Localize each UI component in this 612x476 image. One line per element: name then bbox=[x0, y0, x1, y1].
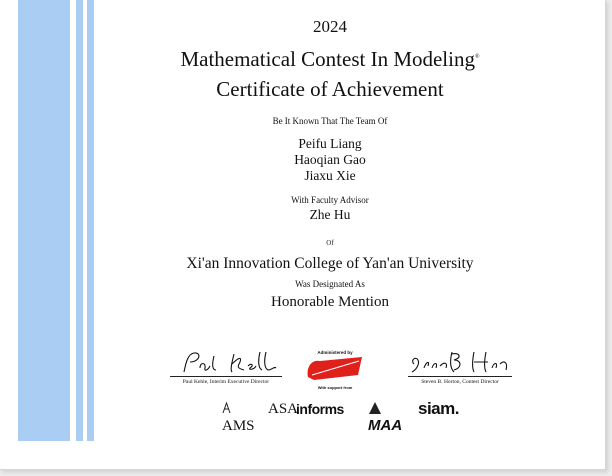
advisor-name: Zhe Hu bbox=[309, 207, 351, 222]
administered-by-label: Administered by bbox=[317, 350, 353, 355]
team-member: Jiaxu Xie bbox=[304, 168, 356, 183]
contest-director-signature bbox=[408, 348, 512, 377]
ams-logo: AMS bbox=[222, 401, 255, 435]
award-title: Honorable Mention bbox=[271, 294, 389, 310]
team-members bbox=[100, 136, 560, 184]
maa-mark-icon bbox=[368, 401, 382, 415]
registered-mark: ® bbox=[474, 54, 480, 60]
certificate-title: Certificate of Achievement bbox=[216, 77, 444, 101]
contest-director-caption: Steven B. Horton, Contest Director bbox=[421, 379, 499, 385]
asa-logo: ASA bbox=[268, 401, 299, 417]
director-caption: Paul Kehle, Interim Executive Director bbox=[182, 379, 270, 385]
director-signature-block bbox=[170, 348, 282, 385]
decorative-stripe-thin bbox=[87, 0, 94, 441]
handwritten-signature-icon bbox=[408, 348, 512, 376]
comap-logo-icon bbox=[304, 355, 366, 381]
support-label: With support from bbox=[317, 385, 353, 390]
comap-block bbox=[304, 350, 366, 390]
maa-logo: MAA bbox=[368, 400, 402, 434]
team-member: Haoqian Gao bbox=[294, 152, 366, 167]
contest-year: 2024 bbox=[313, 17, 347, 36]
designation-label: Was Designated As bbox=[295, 279, 365, 289]
handwritten-signature-icon bbox=[170, 348, 282, 376]
contest-director-signature-block bbox=[408, 348, 512, 385]
decorative-stripe-thin bbox=[76, 0, 83, 441]
ams-mark-icon bbox=[222, 402, 231, 414]
siam-logo: siam. bbox=[418, 399, 459, 418]
informs-logo: informs bbox=[296, 401, 344, 417]
contest-name: Mathematical Contest In Modeling® bbox=[180, 47, 480, 71]
institution-name: Xi'an Innovation College of Yan'an University bbox=[186, 255, 474, 272]
director-signature bbox=[170, 348, 282, 377]
team-member: Peifu Liang bbox=[298, 136, 362, 151]
decorative-stripe-wide bbox=[18, 0, 70, 441]
of-label: Of bbox=[326, 239, 334, 247]
intro-text: Be It Known That The Team Of bbox=[272, 116, 388, 126]
advisor-label: With Faculty Advisor bbox=[291, 195, 369, 205]
